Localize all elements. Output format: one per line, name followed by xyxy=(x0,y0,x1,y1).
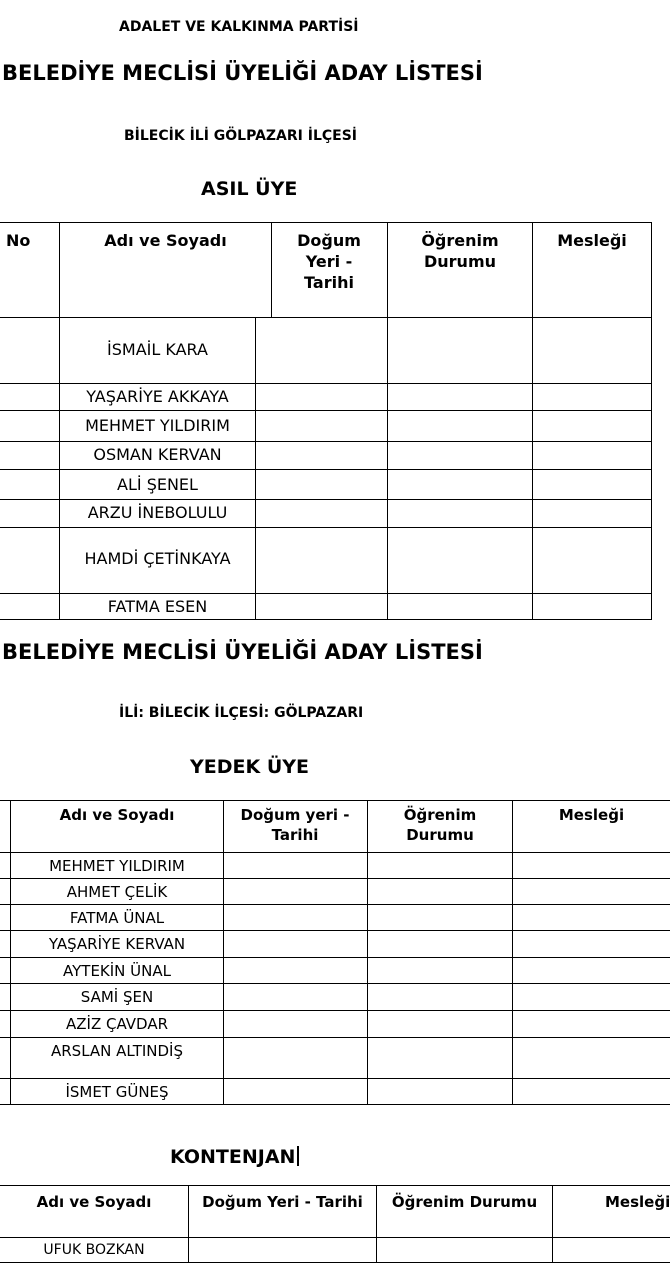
yedek-row-name: ARSLAN ALTINDİŞ xyxy=(50,1042,183,1060)
kontenjan-header-education: Öğrenim Durumu xyxy=(391,1193,538,1211)
kontenjan-row-name: UFUK BOZKAN xyxy=(43,1242,145,1258)
location-line-2: İLİ: BİLECİK İLÇESİ: GÖLPAZARI xyxy=(119,705,364,721)
party-name: ADALET VE KALKINMA PARTİSİ xyxy=(119,19,359,35)
asil-row-name: MEHMET YILDIRIM xyxy=(85,416,230,435)
asil-row-name: YAŞARİYE AKKAYA xyxy=(86,387,229,406)
yedek-header-birth: Doğum yeri - Tarihi xyxy=(240,806,350,844)
section-title-asil: ASIL ÜYE xyxy=(201,178,298,200)
yedek-header-name: Adı ve Soyadı xyxy=(59,806,175,824)
asil-header-birth: Doğum Yeri - Tarihi xyxy=(297,231,361,292)
section-title-kontenjan xyxy=(170,1146,299,1168)
asil-header-education: Öğrenim Durumu xyxy=(421,231,499,271)
yedek-row-name: AHMET ÇELİK xyxy=(66,883,168,901)
asil-row-name: FATMA ESEN xyxy=(107,597,208,616)
asil-row-name: OSMAN KERVAN xyxy=(93,445,222,464)
asil-row-name: ARZU İNEBOLULU xyxy=(87,503,228,522)
location-line: BİLECİK İLİ GÖLPAZARI İLÇESİ xyxy=(124,128,358,144)
asil-header-no: No xyxy=(6,231,31,250)
yedek-row-name: MEHMET YILDIRIM xyxy=(49,857,185,875)
section-title-yedek: YEDEK ÜYE xyxy=(190,756,309,778)
asil-row-name: İSMAİL KARA xyxy=(107,340,208,359)
yedek-row-name: İSMET GÜNEŞ xyxy=(65,1083,169,1101)
yedek-row-name: YAŞARİYE KERVAN xyxy=(48,935,186,953)
kontenjan-header-profession: Mesleği xyxy=(605,1193,670,1211)
yedek-row-name: AZİZ ÇAVDAR xyxy=(65,1015,168,1033)
yedek-row-name: FATMA ÜNAL xyxy=(69,909,165,927)
text-cursor xyxy=(297,1146,299,1166)
document-title-2: BELEDİYE MECLİSİ ÜYELİĞİ ADAY LİSTESİ xyxy=(2,640,483,664)
kontenjan-header-birth: Doğum Yeri - Tarihi xyxy=(202,1193,363,1211)
asil-row-name: HAMDİ ÇETİNKAYA xyxy=(84,549,231,568)
asil-row-name: ALİ ŞENEL xyxy=(117,475,198,494)
section-title-kontenjan-text: KONTENJAN xyxy=(170,1146,296,1168)
kontenjan-header-name: Adı ve Soyadı xyxy=(36,1193,152,1211)
asil-header-profession: Mesleği xyxy=(557,231,627,250)
document-title: BELEDİYE MECLİSİ ÜYELİĞİ ADAY LİSTESİ xyxy=(2,61,483,85)
asil-header-name: Adı ve Soyadı xyxy=(104,231,227,250)
yedek-row-name: SAMİ ŞEN xyxy=(80,988,154,1006)
yedek-header-education: Öğrenim Durumu xyxy=(403,806,477,844)
yedek-row-name: AYTEKİN ÜNAL xyxy=(63,962,171,980)
yedek-header-profession: Mesleği xyxy=(558,806,625,824)
